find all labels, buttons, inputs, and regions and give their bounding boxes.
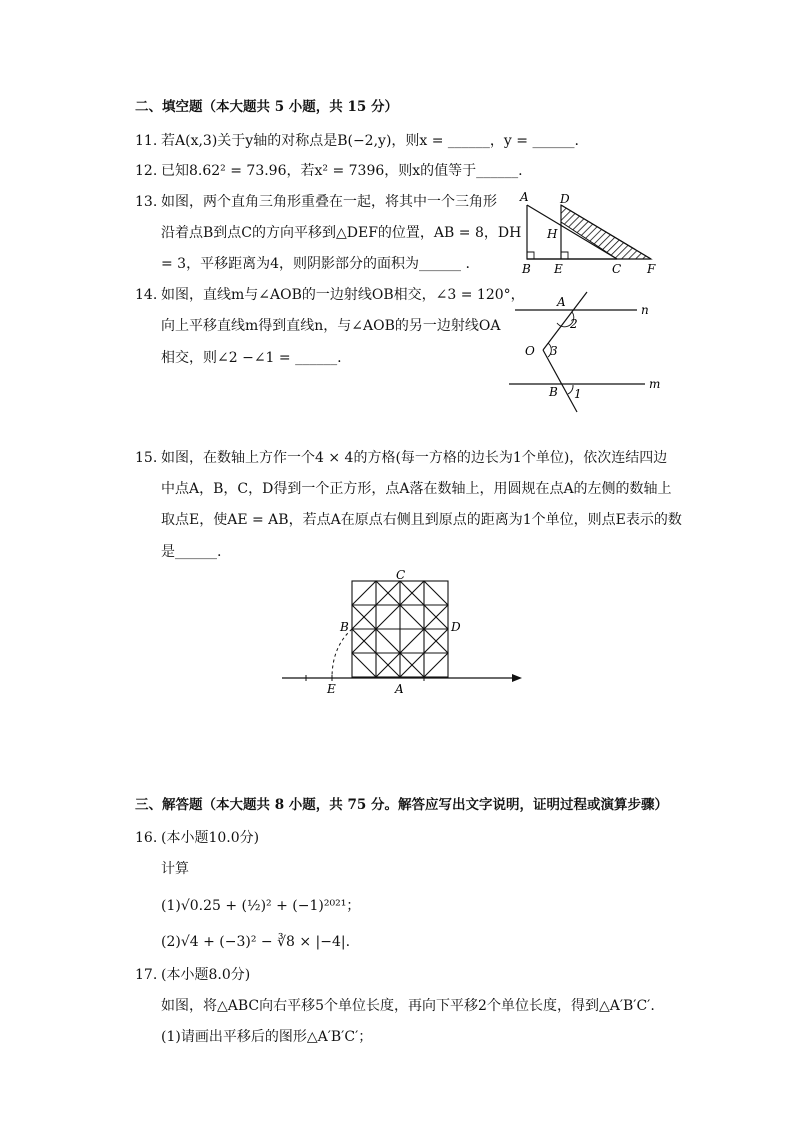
question-14-line-2: 向上平移直线m得到直线n，与∠AOB的另一边射线OA — [161, 318, 501, 334]
section-3-heading: 三、解答题（本大题共 8 小题，共 75 分。解答应写出文字说明，证明过程或演算步骤） — [135, 797, 668, 813]
label-d: D — [560, 192, 570, 206]
compass-arc — [332, 629, 352, 678]
parallel-lines-figure — [505, 288, 675, 414]
question-score: (本小题8.0分) — [161, 967, 251, 983]
question-number: 12. — [135, 163, 158, 179]
question-13-line-2: 沿着点B到点C的方向平移到△DEF的位置，AB = 8，DH — [161, 225, 522, 241]
question-text: 如图，直线m与∠AOB的一边射线OB相交，∠3 = 120°， — [161, 287, 525, 303]
right-angle-mark-b — [527, 252, 534, 259]
question-16-title: 计算 — [161, 861, 189, 877]
triangle-translation-figure — [510, 186, 670, 278]
question-text: 如图，在数轴上方作一个4 × 4的方格(每一方格的边长为1个单位)，依次连结四边 — [161, 450, 668, 466]
section-2-heading: 二、填空题（本大题共 5 小题，共 15 分） — [135, 99, 398, 115]
label-angle-3: 3 — [550, 344, 558, 358]
question-11 — [135, 132, 579, 150]
question-13-line-3: = 3，平移距离为4，则阴影部分的面积为______ . — [161, 256, 470, 272]
label-angle-1: 1 — [574, 387, 582, 401]
question-17-part-1: (1)请画出平移后的图形△A′B′C′； — [161, 1029, 373, 1045]
question-number: 16. — [135, 830, 158, 846]
question-15-line-2: 中点A，B，C，D得到一个正方形，点A落在数轴上，用圆规在点A的左侧的数轴上 — [161, 481, 672, 497]
question-17-text: 如图，将△ABC向右平移5个单位长度，再向下平移2个单位长度，得到△A′B′C′. — [161, 998, 655, 1014]
label-d: D — [451, 620, 461, 634]
label-a: A — [395, 682, 404, 696]
label-n: n — [641, 303, 649, 317]
grid-4x4 — [352, 581, 448, 677]
angle-1-arc — [568, 385, 573, 394]
question-text: 已知8.62² = 73.96，若x² = 7396，则x的值等于______. — [161, 163, 523, 179]
label-c: C — [612, 262, 622, 276]
label-e: E — [327, 682, 336, 696]
question-number: 11. — [135, 133, 158, 149]
question-number: 14. — [135, 287, 158, 303]
question-15-line-3: 取点E，使AE = AB，若点A在原点右侧且到原点的距离为1个单位，则点E表示的数 — [161, 512, 682, 528]
question-score: (本小题10.0分) — [161, 830, 260, 846]
label-o: O — [525, 344, 535, 358]
number-line-arrow — [512, 674, 522, 682]
question-15-line-4: 是______. — [161, 544, 222, 560]
question-16-part-2: (2)√4 + (−3)² − ∛8 × |−4|. — [161, 934, 351, 950]
question-number: 17. — [135, 967, 158, 983]
label-h: H — [547, 227, 558, 241]
question-12 — [135, 162, 523, 180]
right-angle-mark-e — [561, 252, 568, 259]
question-number: 15. — [135, 450, 158, 466]
question-17-header — [135, 966, 250, 984]
label-b: B — [549, 385, 558, 399]
label-a: A — [520, 190, 529, 204]
label-a: A — [557, 295, 566, 309]
label-angle-2: 2 — [570, 317, 578, 331]
question-number: 13. — [135, 194, 158, 210]
question-14-line-3: 相交，则∠2 −∠1 = ______. — [161, 350, 342, 366]
question-13-line-1 — [135, 193, 497, 211]
label-b: B — [522, 262, 531, 276]
label-c: C — [396, 568, 406, 582]
label-f: F — [647, 262, 656, 276]
question-text: 若A(x,3)关于y轴的对称点是B(−2,y)，则x = ______，y = ______. — [161, 133, 579, 149]
question-14-line-1 — [135, 286, 525, 304]
grid-number-line-figure — [270, 565, 530, 697]
question-16-part-1: (1)√0.25 + (½)² + (−1)²⁰²¹； — [161, 898, 361, 914]
question-16-header — [135, 829, 259, 847]
label-m: m — [649, 377, 661, 391]
ray-ob — [543, 350, 577, 412]
label-e: E — [554, 262, 563, 276]
question-text: 如图，两个直角三角形重叠在一起，将其中一个三角形 — [161, 194, 497, 210]
label-b: B — [340, 620, 349, 634]
question-15-line-1 — [135, 449, 667, 467]
